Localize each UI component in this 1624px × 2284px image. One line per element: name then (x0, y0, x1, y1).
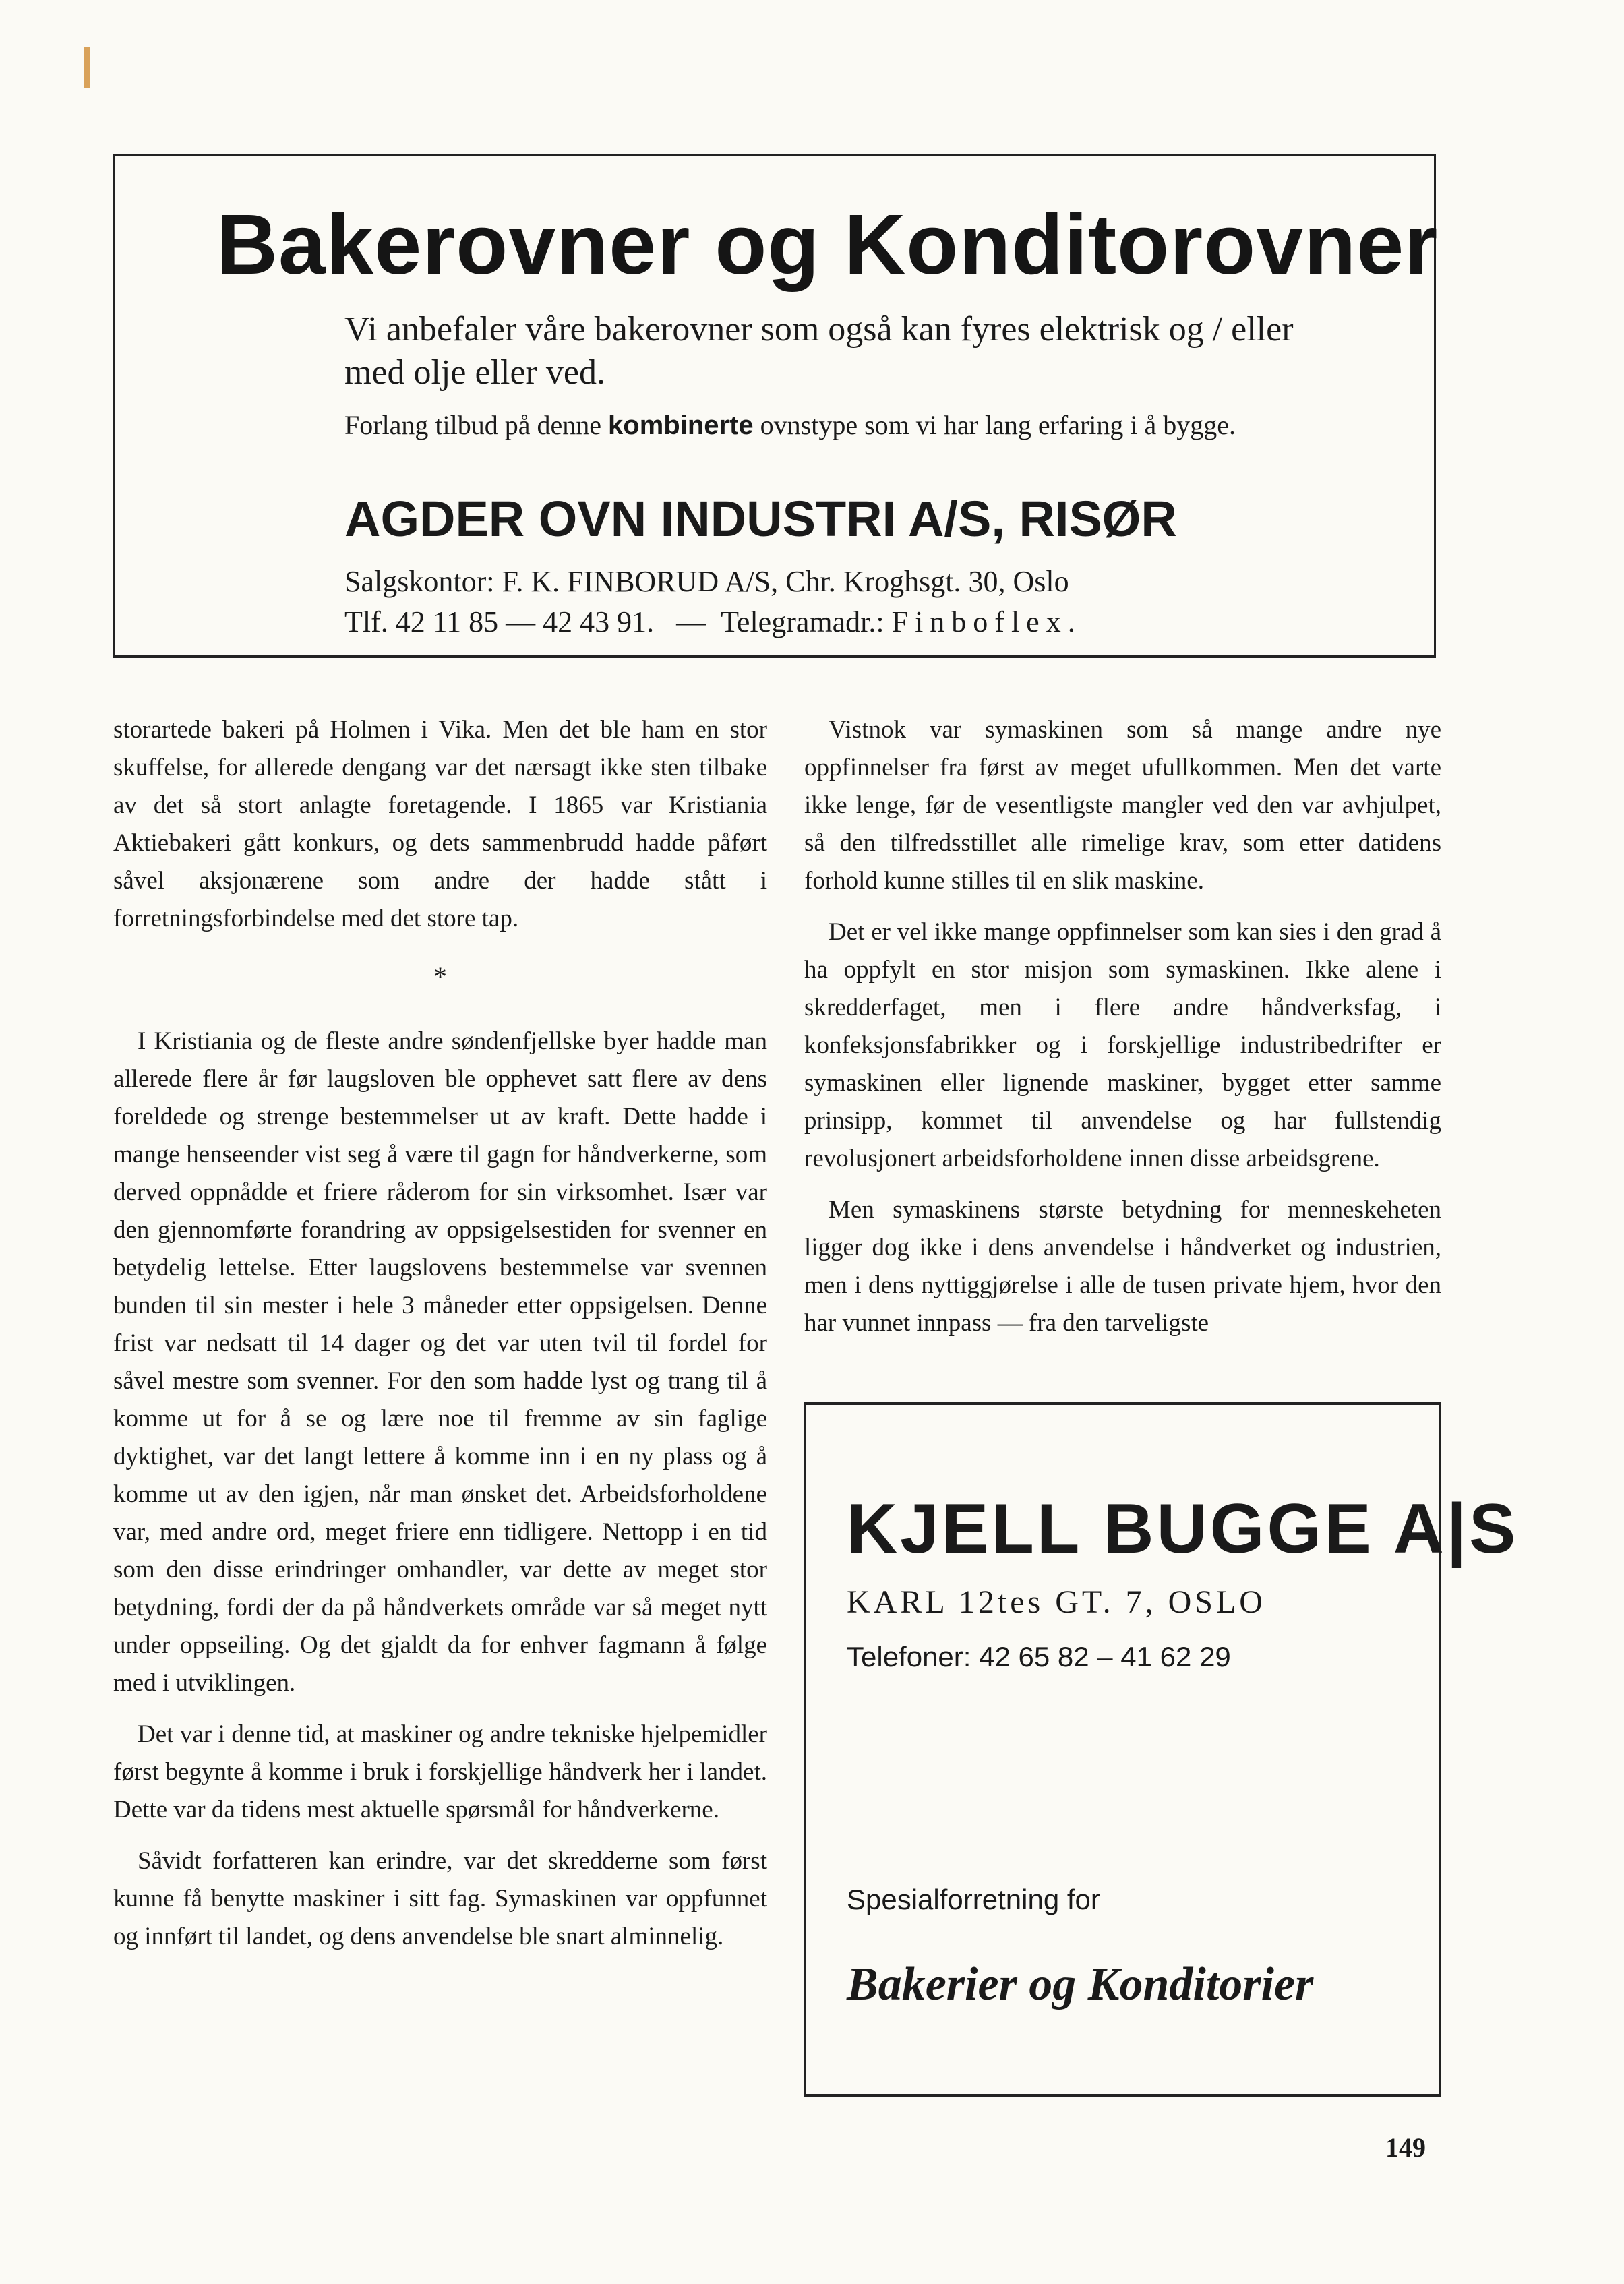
offer-text-bold: kombinerte (608, 411, 754, 440)
article-paragraph: Det er vel ikke mange oppfinnelser som kan sies i den grad å ha oppfylt en stor misjon som symaskinen. Ikke alene i skredderfaget, men i flere andre håndverksfag, i konfeksjonsfabrikker og i forskjellige industribedrifter er symaskinen eller lignende maskiner, bygget etter samme prinsipp, kommet til anvendelse og har fullstendig revolusjonert arbeidsforholdene innen disse arbeidsgrene. (804, 918, 1441, 1172)
advert-phone: Tlf. 42 11 85 — 42 43 91. (344, 605, 655, 638)
advert-intro-text: Vi anbefaler våre bakerovner som også kan fyres elektrisk og / eller med olje eller ved. (344, 310, 1294, 392)
advert-offer-text (344, 406, 1322, 445)
article-paragraph: Det var i denne tid, at maskiner og andre tekniske hjelpemidler først begynte å komme i bruk i forskjellige håndverk her i landet. Dette var da tidens mest aktuelle spørsmål for håndverkerne. (113, 1720, 767, 1824)
advert-sales-office: Salgskontor: F. K. FINBORUD A/S, Chr. Kroghsgt. 30, Oslo (344, 565, 1069, 598)
advert-title: Bakerovner og Konditorovner (216, 197, 1439, 292)
advert-telegram-label: Telegramadr.: (721, 605, 892, 638)
advert-phones: Telefoner: 42 65 82 – 41 62 29 (847, 1641, 1231, 1673)
advert-telegram-address: Finboflex. (891, 605, 1082, 638)
article-paragraph: Men symaskinens største betydning for menneskeheten ligger dog ikke i dens anvendelse i håndverket og industrien, men i dens nyttiggjørelse i alle de tusen private hjem, hvor den har vunnet innpass — fra den tarveligste (804, 1196, 1441, 1337)
advert-title: KJELL BUGGE A|S (847, 1490, 1519, 1568)
advert-specialty-script: Bakerier og Konditorier (847, 1958, 1314, 2010)
advert-company-name: AGDER OVN INDUSTRI A/S, RISØR (344, 491, 1177, 547)
article-paragraph: I Kristiania og de fleste andre søndenfjellske byer hadde man allerede flere år før laugsloven ble opphevet satt flere av dens foreldede og strenge bestemmelser ut av kraft. Dette hadde i mange henseender vist seg å være til gagn for håndverkerne, som derved oppnådde et friere råderom for sin virksomhet. Især var den gjennomførte forandring av oppsigelsestiden for svenner en betydelig lettelse. Etter laugslovens bestemmelse var svennen bunden til sin mester i hele 3 måneder etter oppsigelsen. Denne frist var nedsatt til 14 dager og det var uten tvil til fordel for såvel mestre som svenner. For den som hadde lyst og trang til å komme ut for å se og lære noe til fremme av sin faglige dyktighet, var det langt lettere å komme inn i en ny plass og å komme ut av den igjen, når man ønsket det. Arbeidsforholdene var, med andre ord, meget friere enn tidligere. Nettopp i en tid som den disse erindringer omhandler, var dette av meget stor betydning, fordi der da på håndverkets område var så meget nytt under oppseiling. Og det gjaldt da for enhver fagmann å følge med i utviklingen. (113, 1027, 767, 1697)
advert-kjell-bugge (804, 1402, 1519, 2097)
article-right-column (804, 711, 1441, 1356)
offer-text-start: Forlang tilbud på denne (344, 410, 609, 440)
offer-text-end: ovnstype som vi har lang erfaring i å bygge. (753, 410, 1236, 440)
advert-phone-line: Tlf. 42 11 85 — 42 43 91. — Telegramadr.: Finboflex. (344, 605, 1082, 638)
section-separator: * (433, 961, 447, 992)
article-paragraph: Såvidt forfatteren kan erindre, var det skredderne som først kunne få benytte maskiner i sitt fag. Symaskinen var oppfunnet og innført til landet, og dens anvendelse ble snart alminnelig. (113, 1847, 767, 1950)
scan-edge-mark (84, 47, 90, 88)
advert-agder-ovn (113, 154, 1439, 658)
page-number: 149 (1385, 2132, 1426, 2163)
article-paragraph: storartede bakeri på Holmen i Vika. Men det ble ham en stor skuffelse, for allerede dengang var det nærsagt ikke sten tilbake av det så stort anlagte foretagende. I 1865 var Kristiania Aktiebakeri gått konkurs, og dets sammenbrudd hadde påført såvel aksjonærene som andre der hadde stått i forretningsforbindelse med det store tap. (113, 716, 767, 932)
article-paragraph: Vistnok var symaskinen som så mange andre nye oppfinnelser fra først av meget ufullkommen. Men det varte ikke lenge, før de vesentligste mangler ved den var avhjulpet, så den tilfredsstillet alle rimelige krav, som etter datidens forhold kunne stilles til en slik maskine. (804, 716, 1441, 895)
advert-address: KARL 12tes GT. 7, OSLO (847, 1584, 1266, 1620)
advert-specialty-label: Spesialforretning for (847, 1884, 1100, 1915)
article-left-column (113, 711, 767, 1969)
